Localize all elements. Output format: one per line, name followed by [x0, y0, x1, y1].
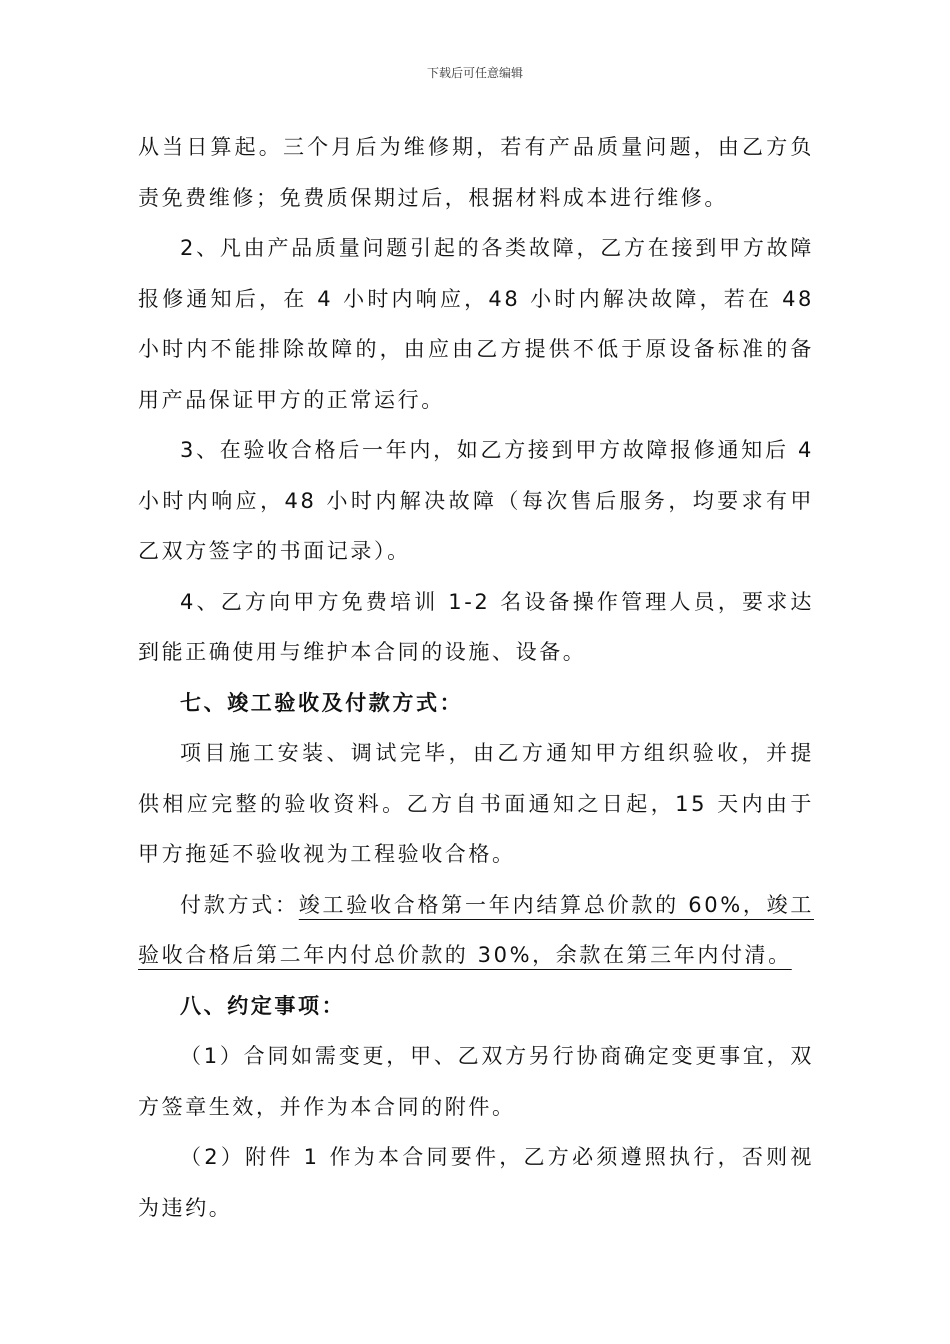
document-body — [138, 122, 814, 1233]
paragraph-item-2: 2、凡由产品质量问题引起的各类故障，乙方在接到甲方故障报修通知后，在 4 小时内响应，48 小时内解决故障，若在 48 小时内不能排除故障的，由应由乙方提供不低于原设备标准的备用产品保证甲方的正常运行。 — [138, 236, 814, 412]
section-heading-agreements: 八、约定事项： — [180, 993, 346, 1018]
payment-method-label: 付款方式： — [180, 892, 299, 917]
page-header: 下载后可任意编辑 — [426, 66, 523, 80]
paragraph-item-4: 4、乙方向甲方免费培训 1-2 名设备操作管理人员，要求达到能正确使用与维护本合同的设施、设备。 — [138, 589, 814, 664]
paragraph-acceptance: 项目施工安装、调试完毕，由乙方通知甲方组织验收，并提供相应完整的验收资料。乙方自书面通知之日起，15 天内由于甲方拖延不验收视为工程验收合格。 — [138, 741, 814, 866]
paragraph-item-3: 3、在验收合格后一年内，如乙方接到甲方故障报修通知后 4 小时内响应，48 小时内解决故障（每次售后服务，均要求有甲乙双方签字的书面记录）。 — [138, 438, 814, 563]
section-heading-acceptance-payment: 七、竣工验收及付款方式： — [180, 690, 464, 715]
paragraph-payment-method — [138, 880, 814, 981]
paragraph-agreement-2: （2）附件 1 作为本合同要件，乙方必须遵照执行，否则视为违约。 — [138, 1145, 814, 1220]
paragraph-agreement-1: （1）合同如需变更，甲、乙双方另行协商确定变更事宜，双方签章生效，并作为本合同的附件。 — [138, 1044, 814, 1119]
paragraph-warranty-period: 从当日算起。三个月后为维修期，若有产品质量问题，由乙方负责免费维修；免费质保期过后，根据材料成本进行维修。 — [138, 135, 814, 210]
payment-terms-underlined: 竣工验收合格第一年内结算总价款的 60%，竣工验收合格后第二年内付总价款的 30%，余款在第三年内付清。 — [138, 892, 815, 967]
